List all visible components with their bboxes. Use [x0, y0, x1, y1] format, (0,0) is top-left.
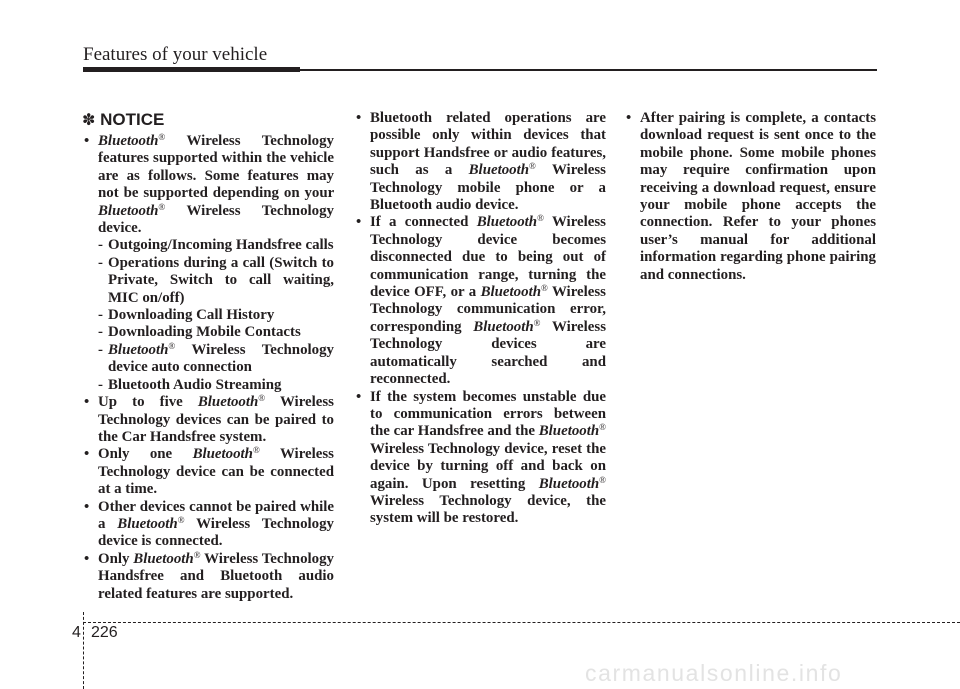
section-number: 4 — [72, 624, 81, 641]
list-item: • Bluetooth® Wireless Technology features supported within the vehicle are as follows. Some features may not be supported depending on your Bluetooth® Wireless Technology device. — [82, 133, 334, 237]
footer-rule — [83, 622, 960, 623]
list-item: • Other devices cannot be paired while a Bluetooth® Wireless Technology device is connected. — [82, 499, 334, 551]
list-subitem: - Bluetooth Audio Streaming — [82, 377, 334, 394]
notice-column-1 — [82, 110, 334, 603]
notice-column-2 — [354, 110, 606, 528]
notice-star-icon: ✽ — [82, 110, 96, 129]
header-rule-thin — [300, 69, 877, 71]
notice-heading — [82, 110, 334, 130]
list-subitem: - Downloading Mobile Contacts — [82, 324, 334, 341]
list-item: • Only one Bluetooth® Wireless Technology device can be connected at a time. — [82, 446, 334, 498]
list-item: • Up to five Bluetooth® Wireless Technology devices can be paired to the Car Handsfree system. — [82, 394, 334, 446]
list-item: • Bluetooth related operations are possible only within devices that support Handsfree or audio features, such as a Bluetooth® Wireless Technology mobile phone or a Bluetooth audio device. — [354, 110, 606, 214]
list-item: • After pairing is complete, a contacts download request is sent once to the mobile phone. Some mobile phones may require confirmation upon receiving a download request, ensure your mobile phone accepts the connection. Refer to your phones user’s manual for additional information regarding phone pairing and connections. — [624, 110, 876, 284]
list-subitem: - Bluetooth® Wireless Technology device auto connection — [82, 342, 334, 377]
list-subitem: - Downloading Call History — [82, 307, 334, 324]
footer-vertical-rule — [83, 612, 84, 689]
notice-title: NOTICE — [100, 110, 165, 129]
list-item: • Only Bluetooth® Wireless Technology Handsfree and Bluetooth audio related features are supported. — [82, 551, 334, 603]
watermark: carmanualsonline.info — [585, 660, 843, 686]
list-subitem: - Operations during a call (Switch to Private, Switch to call waiting, MIC on/off) — [82, 255, 334, 307]
page-header-title: Features of your vehicle — [83, 44, 268, 65]
list-item: • If the system becomes unstable due to communication errors between the car Handsfree and the Bluetooth® Wireless Technology device, reset the device by turning off and back on again. Upon resetting Bluetooth® Wireless Technology device, the system will be restored. — [354, 389, 606, 528]
page-number: 226 — [91, 624, 118, 641]
list-subitem: - Outgoing/Incoming Handsfree calls — [82, 237, 334, 254]
list-item: • If a connected Bluetooth® Wireless Technology device becomes disconnected due to being out of communication range, turning the device OFF, or a Bluetooth® Wireless Technology communication error, corresponding Bluetooth® Wireless Technology devices are automatically searched and reconnected. — [354, 214, 606, 388]
notice-column-3 — [624, 110, 876, 284]
header-rule-thick — [83, 67, 300, 72]
